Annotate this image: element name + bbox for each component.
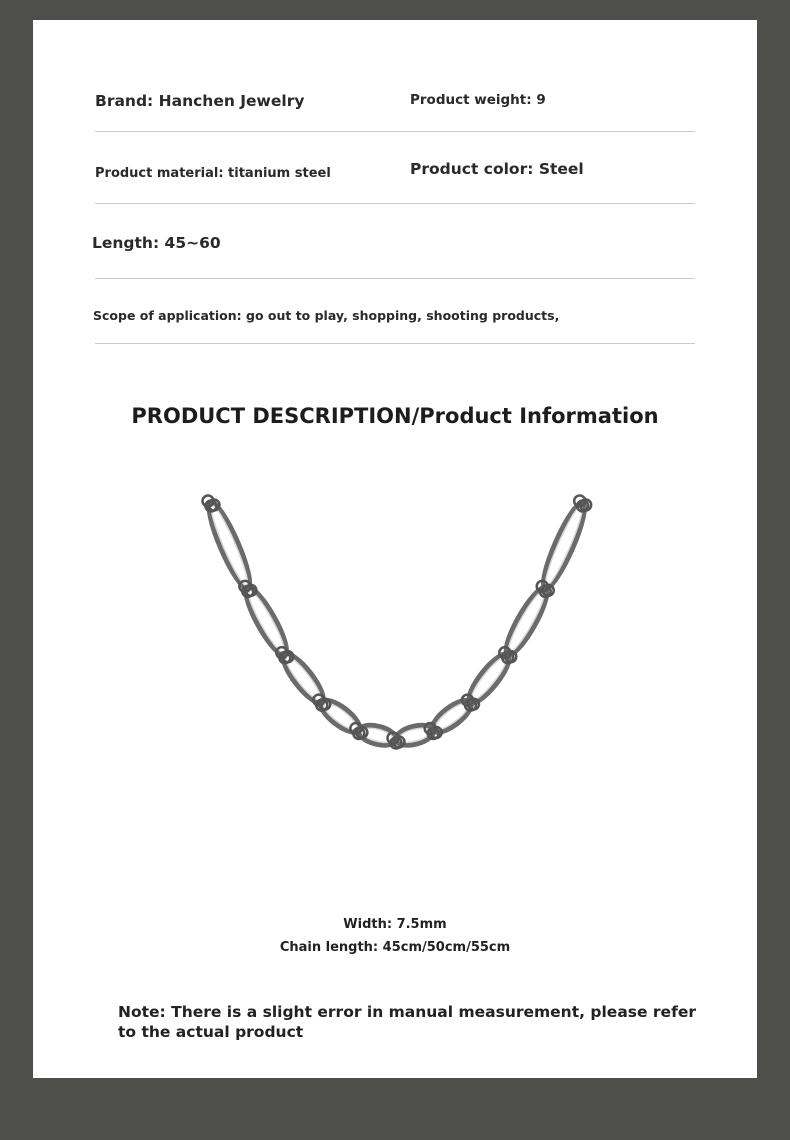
divider	[95, 278, 695, 279]
chain-link-highlight	[504, 588, 549, 655]
measurement-note: Note: There is a slight error in manual measurement, please refer to the actual product	[118, 1003, 696, 1041]
divider	[95, 343, 695, 344]
chain-link	[203, 499, 256, 591]
divider	[95, 131, 695, 132]
brand-spec: Brand: Hanchen Jewelry	[95, 92, 305, 110]
section-title: PRODUCT DESCRIPTION/Product Information	[131, 404, 659, 428]
chain-link-highlight	[207, 503, 252, 588]
divider	[95, 203, 695, 204]
product-info-card	[33, 20, 757, 1078]
weight-spec: Product weight: 9	[410, 92, 546, 108]
scope-spec: Scope of application: go out to play, shopping, shooting products,	[93, 308, 560, 323]
length-spec: Length: 45~60	[92, 234, 221, 252]
color-spec: Product color: Steel	[410, 160, 584, 178]
necklace-image	[33, 460, 757, 900]
chain-length-dimension: Chain length: 45cm/50cm/55cm	[279, 940, 511, 955]
chain-link	[537, 499, 591, 592]
chain-link-highlight	[244, 588, 288, 655]
chain-link-highlight	[541, 503, 587, 588]
width-dimension: Width: 7.5mm	[343, 917, 447, 932]
material-spec: Product material: titanium steel	[95, 166, 331, 181]
